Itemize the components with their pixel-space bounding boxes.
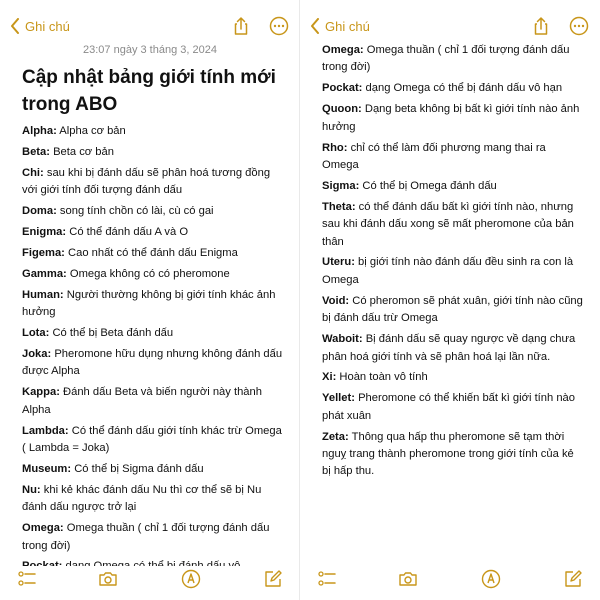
compose-icon[interactable] — [262, 568, 284, 590]
entry-term: Void: — [322, 294, 350, 307]
note-entry — [322, 80, 584, 97]
pen-circle-icon[interactable] — [180, 568, 202, 590]
note-entry — [22, 144, 286, 161]
note-entry — [22, 165, 286, 200]
compose-icon[interactable] — [562, 568, 584, 590]
top-toolbar — [10, 14, 290, 42]
note-entry — [22, 203, 286, 220]
note-screen-right — [300, 0, 600, 600]
entry-term: Kappa: — [22, 386, 60, 399]
entry-description: Omega thuần ( chỉ 1 đối tượng đánh dấu trong đời) — [22, 522, 270, 552]
note-title: Cập nhật bảng giới tính mới trong ABO — [22, 67, 276, 115]
entry-description: Có thể đánh dấu giới tính khác trừ Omega ( Lambda = Joka) — [22, 424, 282, 454]
note-entry — [322, 390, 584, 425]
entry-description: Hoàn toàn vô tính — [336, 371, 428, 384]
note-entry — [322, 331, 584, 366]
entry-description: song tính chồn có lài, cù có gai — [56, 205, 214, 218]
ellipsis-circle-icon[interactable] — [268, 14, 290, 38]
note-entry — [322, 369, 584, 386]
note-entry — [22, 266, 286, 283]
entry-description: khi kẻ khác đánh dấu Nu thì cơ thể sẽ bị Nu đánh dấu ngược trở lại — [22, 483, 262, 514]
entry-term: Rho: — [322, 141, 348, 154]
entry-description: Dạng beta không bị bất kì giới tính nào ảnh hưởng — [322, 103, 580, 133]
share-icon[interactable] — [530, 14, 552, 38]
entry-term: Lota: — [22, 327, 50, 340]
entry-description: Pheromone hữu dụng nhưng không đánh dấu được Alpha — [22, 347, 283, 378]
entry-description: Bị đánh dấu sẽ quay ngược về dạng chưa phân hoá giới tính và sẽ phân hoá lại lần nữa. — [322, 333, 576, 363]
entry-term: Gamma: — [22, 267, 67, 280]
camera-icon[interactable] — [97, 568, 119, 590]
note-body[interactable] — [322, 42, 584, 484]
entry-term: Figema: — [22, 246, 65, 259]
entry-description: chỉ có thể làm đối phương mang thai ra Omega — [322, 141, 546, 171]
note-entry — [322, 429, 584, 481]
camera-icon[interactable] — [397, 568, 419, 590]
chevron-left-icon — [10, 18, 20, 34]
entry-term: Chi: — [22, 166, 44, 179]
entry-description: Có thể bị Omega đánh dấu — [359, 179, 497, 192]
chevron-left-icon — [310, 18, 320, 34]
entry-description: Beta cơ bản — [49, 145, 114, 158]
note-entry — [322, 178, 584, 195]
note-entry — [22, 482, 286, 517]
note-entry — [22, 384, 286, 419]
back-label: Ghi chú — [25, 18, 70, 34]
entry-term: Theta: — [322, 200, 356, 213]
entry-term: Xi: — [322, 371, 337, 384]
ellipsis-circle-icon[interactable] — [568, 14, 590, 38]
entry-term: Sigma: — [322, 179, 360, 192]
note-entry — [322, 293, 584, 328]
pen-circle-icon[interactable] — [480, 568, 502, 590]
entry-description: Alpha cơ bản — [56, 125, 126, 137]
entry-term: Yellet: — [322, 392, 355, 405]
entry-description: Đánh dấu Beta và biến người này thành Alpha — [22, 386, 262, 416]
entry-description: Pheromone có thể khiến bất kì giới tính nào phát xuân — [322, 392, 576, 422]
entry-description: Có thể đánh dấu A và O — [66, 226, 189, 239]
entry-description: bị giới tính nào đánh dấu đều sinh ra con là Omega — [322, 256, 574, 286]
back-button[interactable] — [10, 18, 70, 34]
entry-term: Museum: — [22, 462, 72, 475]
note-entry — [22, 520, 286, 555]
note-entry — [22, 245, 286, 262]
entry-description: Có thể bị Beta đánh dấu — [49, 327, 174, 340]
note-entry — [322, 140, 584, 175]
checklist-icon[interactable] — [16, 568, 38, 590]
entry-term: Quoon: — [322, 103, 362, 116]
back-button[interactable] — [310, 18, 370, 34]
bottom-toolbar — [12, 566, 288, 592]
entry-description: sau khi bị đánh dấu sẽ phân hoá tương đồng với giới tính đối tượng đánh dấu — [22, 166, 271, 197]
entry-description: Omega không có có pheromone — [66, 267, 230, 280]
entry-description: có thể đánh dấu bất kì giới tính nào, nhưng sau khi đánh dấu xong sẽ mất pheromone của bản thân — [322, 200, 574, 248]
entry-description: Omega thuần ( chỉ 1 đối tượng đánh dấu trong đời) — [322, 44, 570, 74]
note-entry — [22, 461, 286, 478]
entry-term: Omega: — [322, 44, 364, 56]
entry-term: Zeta: — [322, 430, 349, 443]
entry-description: Cao nhất có thể đánh dấu Enigma — [64, 246, 238, 259]
note-entry — [22, 287, 286, 322]
bottom-toolbar — [312, 566, 588, 592]
note-entry — [22, 423, 286, 458]
note-entry — [322, 199, 584, 251]
note-entry — [22, 346, 286, 381]
note-body[interactable] — [22, 123, 286, 579]
back-label: Ghi chú — [325, 18, 370, 34]
entry-term: Enigma: — [22, 226, 67, 239]
entry-description: Người thường không bị giới tính khác ảnh hưởng — [22, 288, 276, 319]
entry-description: Có pheromon sẽ phát xuân, giới tính nào cũng bị đánh dấu trừ Omega — [322, 294, 583, 325]
entry-term: Lambda: — [22, 424, 69, 437]
entry-description: Có thể bị Sigma đánh dấu — [71, 462, 204, 475]
entry-term: Waboit: — [322, 333, 363, 346]
checklist-icon[interactable] — [316, 568, 338, 590]
entry-description: Thông qua hấp thu pheromone sẽ tạm thời nguỵ trang thành pheromone trong giới tính của kẻ bị hấp thu. — [322, 430, 574, 478]
top-toolbar — [310, 14, 590, 42]
note-entry — [22, 123, 286, 140]
note-entry — [22, 224, 286, 241]
entry-term: Pockat: — [322, 82, 363, 95]
note-entry — [22, 325, 286, 342]
note-entry — [322, 254, 584, 289]
entry-term: Beta: — [22, 145, 50, 158]
entry-term: Nu: — [22, 483, 41, 496]
entry-term: Omega: — [22, 522, 64, 535]
entry-term: Joka: — [22, 347, 52, 360]
entry-term: Doma: — [22, 205, 57, 218]
entry-description: dạng Omega có thể bị đánh dấu vô hạn — [362, 82, 563, 95]
note-entry — [322, 101, 584, 136]
note-entry — [322, 42, 584, 77]
note-date: 23:07 ngày 3 tháng 3, 2024 — [83, 44, 217, 56]
entry-term: Alpha: — [22, 125, 57, 137]
entry-term: Human: — [22, 288, 64, 301]
share-icon[interactable] — [230, 14, 252, 38]
entry-term: Uteru: — [322, 256, 355, 269]
